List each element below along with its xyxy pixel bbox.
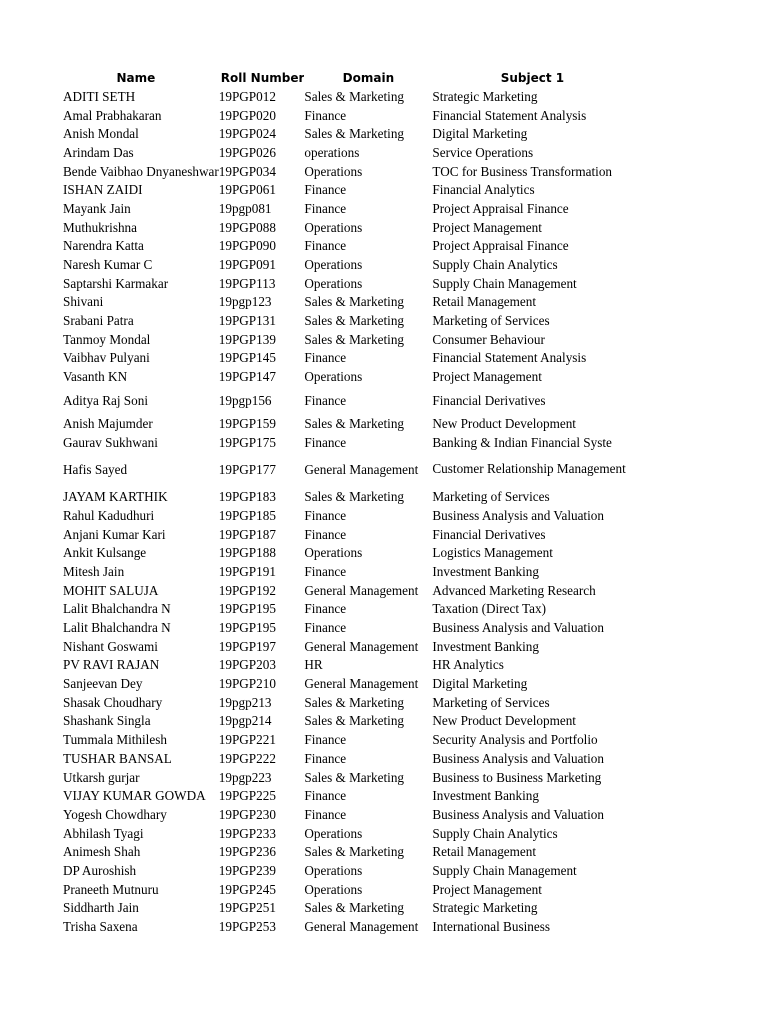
cell-name: Shivani (63, 294, 104, 310)
table-row (63, 786, 632, 805)
cell-domain: Sales & Marketing (304, 900, 405, 916)
cell-name: Lalit Bhalchandra N (63, 601, 171, 617)
spreadsheet (0, 68, 768, 936)
cell-roll-number: 19pgp214 (218, 713, 272, 729)
cell-roll-number: 19PGP188 (218, 545, 276, 561)
table-row (63, 656, 632, 675)
cell-name: VIJAY KUMAR GOWDA (63, 788, 206, 804)
cell-domain: General Management (304, 676, 419, 692)
cell-subject: Financial Statement Analysis (432, 107, 587, 123)
header-name: Name (116, 70, 156, 85)
cell-roll-number: 19PGP113 (218, 275, 276, 291)
cell-subject: Financial Derivatives (432, 526, 546, 542)
table-row (63, 87, 632, 106)
cell-domain: Finance (304, 238, 347, 254)
cell-domain: Sales & Marketing (304, 331, 405, 347)
table-row (63, 433, 632, 452)
cell-domain: Operations (304, 257, 363, 273)
cell-subject: Marketing of Services (432, 489, 550, 505)
cell-subject: Service Operations (432, 144, 534, 160)
cell-roll-number: 19PGP210 (218, 676, 276, 692)
table-row (63, 880, 632, 899)
table-row (63, 274, 632, 293)
cell-subject: Business Analysis and Valuation (432, 620, 604, 636)
cell-name: Yogesh Chowdhary (63, 806, 167, 822)
cell-roll-number: 19PGP225 (218, 788, 276, 804)
table-row (63, 600, 632, 619)
cell-roll-number: 19PGP147 (218, 369, 276, 385)
table-row (63, 730, 632, 749)
cell-name: Bende Vaibhao Dnyaneshwar (63, 163, 219, 179)
cell-domain: Sales & Marketing (304, 88, 405, 104)
cell-subject: Project Management (432, 369, 542, 385)
cell-domain: Finance (304, 507, 347, 523)
cell-subject: Taxation (Direct Tax) (432, 601, 547, 617)
cell-roll-number: 19pgp123 (218, 294, 272, 310)
cell-subject: Advanced Marketing Research (432, 582, 596, 598)
table-row (63, 311, 632, 330)
cell-subject: International Business (432, 919, 550, 935)
cell-roll-number: 19PGP191 (218, 563, 276, 579)
cell-name: Vasanth KN (63, 369, 128, 385)
table-row (63, 106, 632, 125)
cell-name: ADITI SETH (63, 88, 136, 104)
cell-subject: Project Management (432, 219, 542, 235)
cell-name: PV RAVI RAJAN (63, 657, 160, 673)
student-table (63, 68, 632, 936)
table-row (63, 255, 632, 274)
cell-roll-number: 19PGP183 (218, 489, 276, 505)
cell-name: Amal Prabhakaran (63, 107, 162, 123)
cell-domain: Finance (304, 563, 347, 579)
cell-domain: Finance (304, 601, 347, 617)
table-row (63, 506, 632, 525)
cell-subject: HR Analytics (432, 657, 504, 673)
table-row (63, 618, 632, 637)
cell-name: Arindam Das (63, 144, 134, 160)
cell-domain: Operations (304, 545, 363, 561)
cell-roll-number: 19pgp223 (218, 769, 272, 785)
cell-roll-number: 19PGP251 (218, 900, 276, 916)
cell-roll-number: 19PGP177 (218, 461, 276, 477)
cell-domain: Sales & Marketing (304, 713, 405, 729)
cell-name: Muthukrishna (63, 219, 137, 235)
header-subject: Subject 1 (500, 70, 565, 85)
cell-roll-number: 19PGP192 (218, 582, 276, 598)
cell-subject: Supply Chain Analytics (432, 257, 558, 273)
cell-roll-number: 19PGP024 (218, 126, 276, 142)
table-row (63, 367, 632, 386)
cell-subject: Supply Chain Management (432, 862, 577, 878)
table-row (63, 293, 632, 312)
cell-name: Sanjeevan Dey (63, 676, 143, 692)
cell-subject: Consumer Behaviour (432, 331, 545, 347)
cell-name: Tanmoy Mondal (63, 331, 151, 347)
cell-subject: New Product Development (432, 713, 576, 729)
cell-domain: operations (304, 144, 360, 160)
cell-domain: Sales & Marketing (304, 126, 405, 142)
header-roll-number: Roll Number (220, 70, 305, 85)
cell-roll-number: 19pgp213 (218, 694, 272, 710)
cell-domain: Finance (304, 200, 347, 216)
cell-subject: Strategic Marketing (432, 88, 538, 104)
table-row (63, 349, 632, 368)
cell-domain: Sales & Marketing (304, 769, 405, 785)
cell-name: Animesh Shah (63, 844, 141, 860)
cell-domain: Operations (304, 825, 363, 841)
table-row (63, 674, 632, 693)
cell-roll-number: 19PGP245 (218, 881, 276, 897)
cell-name: TUSHAR BANSAL (63, 750, 172, 766)
cell-subject: Project Management (432, 881, 542, 897)
cell-roll-number: 19PGP159 (218, 415, 276, 431)
cell-subject: TOC for Business Transformation (432, 163, 613, 179)
cell-subject: New Product Development (432, 415, 576, 431)
table-row (63, 414, 632, 433)
cell-subject: Banking & Indian Financial Syste (432, 434, 612, 450)
cell-name: Gaurav Sukhwani (63, 434, 158, 450)
cell-domain: Operations (304, 163, 363, 179)
cell-subject: Security Analysis and Portfolio (432, 732, 598, 748)
cell-domain: HR (304, 657, 323, 673)
cell-subject: Financial Analytics (432, 182, 535, 198)
cell-domain: Operations (304, 881, 363, 897)
cell-name: Anish Majumder (63, 415, 153, 431)
table-row (63, 899, 632, 918)
cell-roll-number: 19PGP221 (218, 732, 276, 748)
cell-subject: Customer Relationship Management (432, 461, 626, 477)
cell-subject: Project Appraisal Finance (432, 238, 569, 254)
cell-name: Rahul Kadudhuri (63, 507, 155, 523)
cell-roll-number: 19PGP222 (218, 750, 276, 766)
cell-domain: Operations (304, 219, 363, 235)
cell-domain: Finance (304, 806, 347, 822)
cell-roll-number: 19PGP131 (218, 313, 276, 329)
cell-subject: Supply Chain Management (432, 275, 577, 291)
cell-name: Saptarshi Karmakar (63, 275, 169, 291)
cell-domain: Finance (304, 182, 347, 198)
table-row (63, 861, 632, 880)
cell-roll-number: 19PGP197 (218, 638, 276, 654)
table-row (63, 581, 632, 600)
cell-domain: Finance (304, 788, 347, 804)
table-row (63, 749, 632, 768)
cell-subject: Financial Derivatives (432, 392, 546, 408)
cell-domain: Operations (304, 275, 363, 291)
cell-roll-number: 19PGP236 (218, 844, 276, 860)
cell-subject: Digital Marketing (432, 676, 528, 692)
cell-roll-number: 19PGP139 (218, 331, 276, 347)
cell-domain: Finance (304, 732, 347, 748)
table-row (63, 824, 632, 843)
cell-domain: Finance (304, 620, 347, 636)
cell-name: Abhilash Tyagi (63, 825, 144, 841)
cell-subject: Marketing of Services (432, 313, 550, 329)
table-row (63, 180, 632, 199)
cell-name: Naresh Kumar C (63, 257, 153, 273)
cell-domain: Sales & Marketing (304, 415, 405, 431)
cell-roll-number: 19PGP239 (218, 862, 276, 878)
cell-roll-number: 19PGP020 (218, 107, 276, 123)
cell-domain: Operations (304, 369, 363, 385)
cell-name: Ankit Kulsange (63, 545, 147, 561)
table-row (63, 768, 632, 787)
cell-subject: Business to Business Marketing (432, 769, 602, 785)
cell-subject: Business Analysis and Valuation (432, 507, 604, 523)
cell-roll-number: 19PGP175 (218, 434, 276, 450)
cell-domain: Operations (304, 862, 363, 878)
header-row (63, 68, 632, 87)
cell-roll-number: 19PGP230 (218, 806, 276, 822)
table-row (63, 693, 632, 712)
table-row (63, 199, 632, 218)
table-row (63, 143, 632, 162)
table-row (63, 805, 632, 824)
cell-domain: General Management (304, 638, 419, 654)
cell-domain: General Management (304, 919, 419, 935)
cell-roll-number: 19PGP185 (218, 507, 276, 523)
cell-name: Shasak Choudhary (63, 694, 163, 710)
cell-subject: Business Analysis and Valuation (432, 806, 604, 822)
cell-subject: Strategic Marketing (432, 900, 538, 916)
table-row (63, 218, 632, 237)
cell-domain: Finance (304, 350, 347, 366)
table-row (63, 124, 632, 143)
cell-name: Tummala Mithilesh (63, 732, 167, 748)
cell-roll-number: 19PGP034 (218, 163, 276, 179)
cell-name: Mayank Jain (63, 200, 131, 216)
table-row (63, 637, 632, 656)
cell-domain: General Management (304, 461, 419, 477)
cell-roll-number: 19PGP187 (218, 526, 276, 542)
cell-domain: Finance (304, 526, 347, 542)
cell-name: Lalit Bhalchandra N (63, 620, 171, 636)
cell-name: ISHAN ZAIDI (63, 182, 143, 198)
table-row (63, 543, 632, 562)
cell-roll-number: 19PGP253 (218, 919, 276, 935)
cell-roll-number: 19PGP203 (218, 657, 276, 673)
cell-roll-number: 19PGP195 (218, 601, 276, 617)
table-row (63, 487, 632, 506)
cell-subject: Digital Marketing (432, 126, 528, 142)
cell-roll-number: 19PGP195 (218, 620, 276, 636)
cell-name: Praneeth Mutnuru (63, 881, 159, 897)
cell-subject: Investment Banking (432, 638, 539, 654)
cell-domain: Sales & Marketing (304, 313, 405, 329)
table-row (63, 162, 632, 181)
cell-domain: Sales & Marketing (304, 844, 405, 860)
cell-domain: Sales & Marketing (304, 694, 405, 710)
cell-name: JAYAM KARTHIK (63, 489, 168, 505)
cell-roll-number: 19PGP091 (218, 257, 276, 273)
cell-roll-number: 19pgp156 (218, 392, 272, 408)
cell-domain: Finance (304, 434, 347, 450)
cell-domain: Finance (304, 107, 347, 123)
cell-roll-number: 19pgp081 (218, 200, 272, 216)
cell-name: Vaibhav Pulyani (63, 350, 150, 366)
cell-domain: Finance (304, 750, 347, 766)
table-row (63, 451, 632, 487)
cell-subject: Marketing of Services (432, 694, 550, 710)
table-row (63, 386, 632, 414)
table-row (63, 712, 632, 731)
table-row (63, 237, 632, 256)
cell-roll-number: 19PGP090 (218, 238, 276, 254)
cell-subject: Investment Banking (432, 788, 539, 804)
cell-roll-number: 19PGP012 (218, 88, 276, 104)
cell-roll-number: 19PGP026 (218, 144, 276, 160)
cell-subject: Financial Statement Analysis (432, 350, 587, 366)
cell-subject: Project Appraisal Finance (432, 200, 569, 216)
cell-subject: Investment Banking (432, 563, 539, 579)
cell-roll-number: 19PGP061 (218, 182, 276, 198)
cell-roll-number: 19PGP145 (218, 350, 276, 366)
cell-subject: Business Analysis and Valuation (432, 750, 604, 766)
table-row (63, 917, 632, 936)
cell-name: Anish Mondal (63, 126, 139, 142)
cell-subject: Retail Management (432, 294, 537, 310)
header-domain: Domain (342, 70, 395, 85)
cell-name: MOHIT SALUJA (63, 582, 159, 598)
cell-name: Mitesh Jain (63, 563, 125, 579)
cell-domain: Sales & Marketing (304, 489, 405, 505)
cell-name: Hafis Sayed (63, 461, 128, 477)
cell-name: Utkarsh gurjar (63, 769, 140, 785)
cell-roll-number: 19PGP233 (218, 825, 276, 841)
cell-domain: Finance (304, 392, 347, 408)
cell-name: Nishant Goswami (63, 638, 158, 654)
table-body (63, 87, 632, 936)
table-row (63, 330, 632, 349)
table-row (63, 562, 632, 581)
table-row (63, 525, 632, 544)
cell-domain: Sales & Marketing (304, 294, 405, 310)
cell-name: Siddharth Jain (63, 900, 139, 916)
cell-subject: Retail Management (432, 844, 537, 860)
cell-name: Trisha Saxena (63, 919, 138, 935)
table-row (63, 842, 632, 861)
cell-name: Anjani Kumar Kari (63, 526, 166, 542)
cell-name: Shashank Singla (63, 713, 151, 729)
cell-name: Narendra Katta (63, 238, 144, 254)
cell-name: Srabani Patra (63, 313, 134, 329)
cell-roll-number: 19PGP088 (218, 219, 276, 235)
cell-subject: Logistics Management (432, 545, 553, 561)
cell-domain: General Management (304, 582, 419, 598)
cell-name: Aditya Raj Soni (63, 392, 148, 408)
cell-name: DP Auroshish (63, 862, 137, 878)
cell-subject: Supply Chain Analytics (432, 825, 558, 841)
